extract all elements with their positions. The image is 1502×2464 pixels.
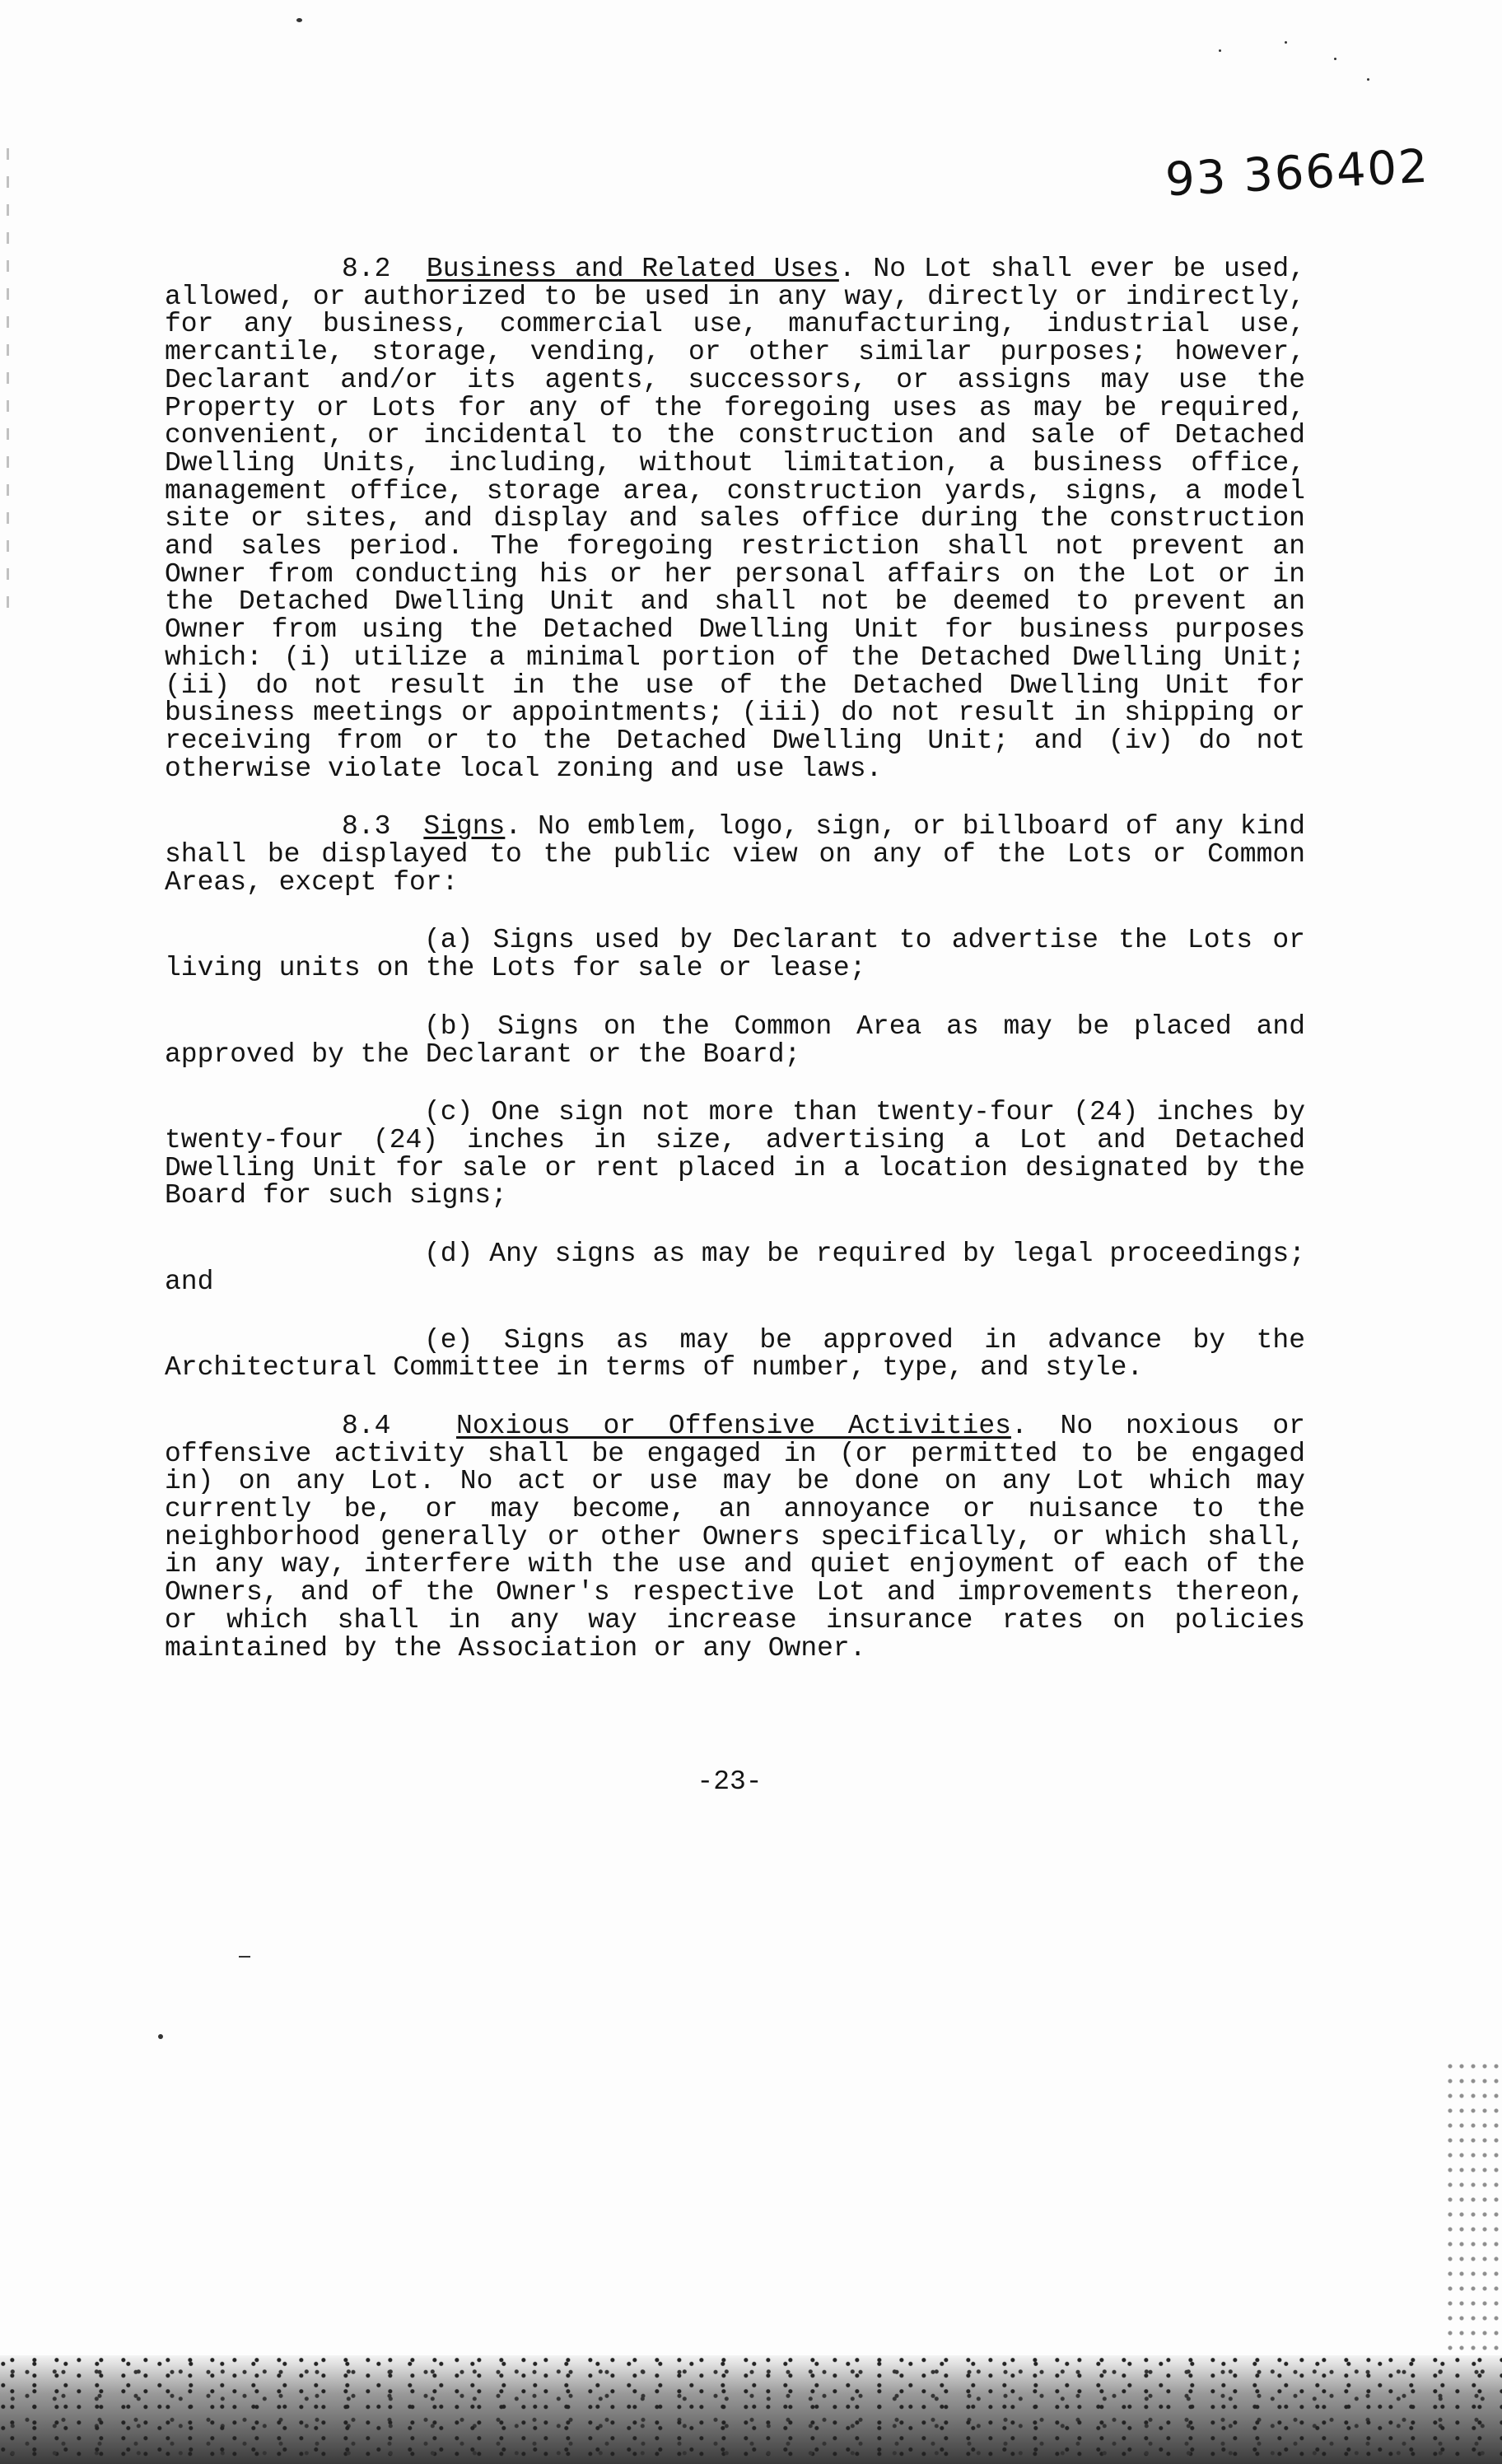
section-heading: Business and Related Uses xyxy=(426,254,839,284)
section-number: 8.3 xyxy=(342,811,391,842)
document-number: 93 366402 xyxy=(1164,139,1431,208)
scan-noise-right xyxy=(1444,2059,1502,2355)
page-number: -23- xyxy=(697,1766,763,1797)
section-heading: Noxious or Offensive Activities xyxy=(456,1410,1011,1441)
scan-speck xyxy=(1285,41,1287,44)
section-body: . No noxious or offensive activity shall be engaged in (or permitted to be engaged in) on any Lot. No act or use may be done on any Lot which may currently be, or may become, an annoyance or nuisance to the neighborhood generally or other Owners specifically, or which shall, in any way, interfere with the use and quiet enjoyment of each of the Owners, and of the Owner's respective Lot and improvements thereon, or which shall in any way increase insurance rates on policies maintained by the Association or any Owner. xyxy=(165,1410,1305,1664)
list-item: (e) Signs as may be approved in advance by the Architectural Committee in terms of number, type, and style. xyxy=(165,1324,1305,1384)
section-8-3 xyxy=(165,813,1305,896)
section-number: 8.4 xyxy=(342,1410,391,1441)
section-8-4 xyxy=(165,1412,1305,1662)
list-item: (d) Any signs as may be required by legal proceedings; and xyxy=(165,1239,1305,1297)
section-8-2 xyxy=(165,255,1305,782)
section-body: . No emblem, logo, sign, or billboard of any kind shall be displayed to the public view on any of the Lots or Common Areas, except for: xyxy=(165,811,1306,898)
scan-noise-bottom xyxy=(0,2355,1502,2464)
scan-speck xyxy=(296,18,302,22)
scan-speck xyxy=(1334,58,1336,60)
list-item: (b) Signs on the Common Area as may be placed and approved by the Declarant or the Board; xyxy=(165,1010,1305,1070)
scan-speck xyxy=(1367,78,1369,81)
scan-edge-artifact xyxy=(7,148,9,609)
scan-speck xyxy=(158,2034,163,2039)
scan-speck xyxy=(239,1956,250,1958)
scan-speck xyxy=(1219,49,1221,52)
list-item: (c) One sign not more than twenty-four (24) inches by twenty-four (24) inches in size, advertising a Lot and Detached Dwelling Unit for sale or rent placed in a location designated by the Board for such signs; xyxy=(165,1097,1305,1211)
section-heading: Signs xyxy=(423,811,506,842)
section-number: 8.2 xyxy=(342,254,391,284)
document-body xyxy=(165,255,1305,1692)
section-body: . No Lot shall ever be used, allowed, or authorized to be used in any way, directly or indirectly, for any business, commercial use, manufacturing, industrial use, mercantile, storage, vending, or other similar purposes; however, Declarant and/or its agents, successors, or assigns may use the Property or Lots for any of the foregoing uses as may be required, convenient, or incidental to the construction and sale of Detached Dwelling Units, including, without limitation, a business office, management office, storage area, construction yards, signs, a model site or sites, and display and sales office during the construction and sales period. The foregoing restriction shall not prevent an Owner from conducting his or her personal affairs on the Lot or in the Detached Dwelling Unit and shall not be deemed to prevent an Owner from using the Detached Dwelling Unit for business purposes which: (i) utilize a minimal portion of the Detached Dwelling Unit; (ii) do not result in the use of the Detached Dwelling Unit for business meetings or appointments; (iii) do not result in shipping or receiving from or to the Detached Dwelling Unit; and (iv) do not otherwise violate local zoning and use laws. xyxy=(165,254,1305,784)
list-item: (a) Signs used by Declarant to advertise the Lots or living units on the Lots for sale or lease; xyxy=(165,925,1305,984)
